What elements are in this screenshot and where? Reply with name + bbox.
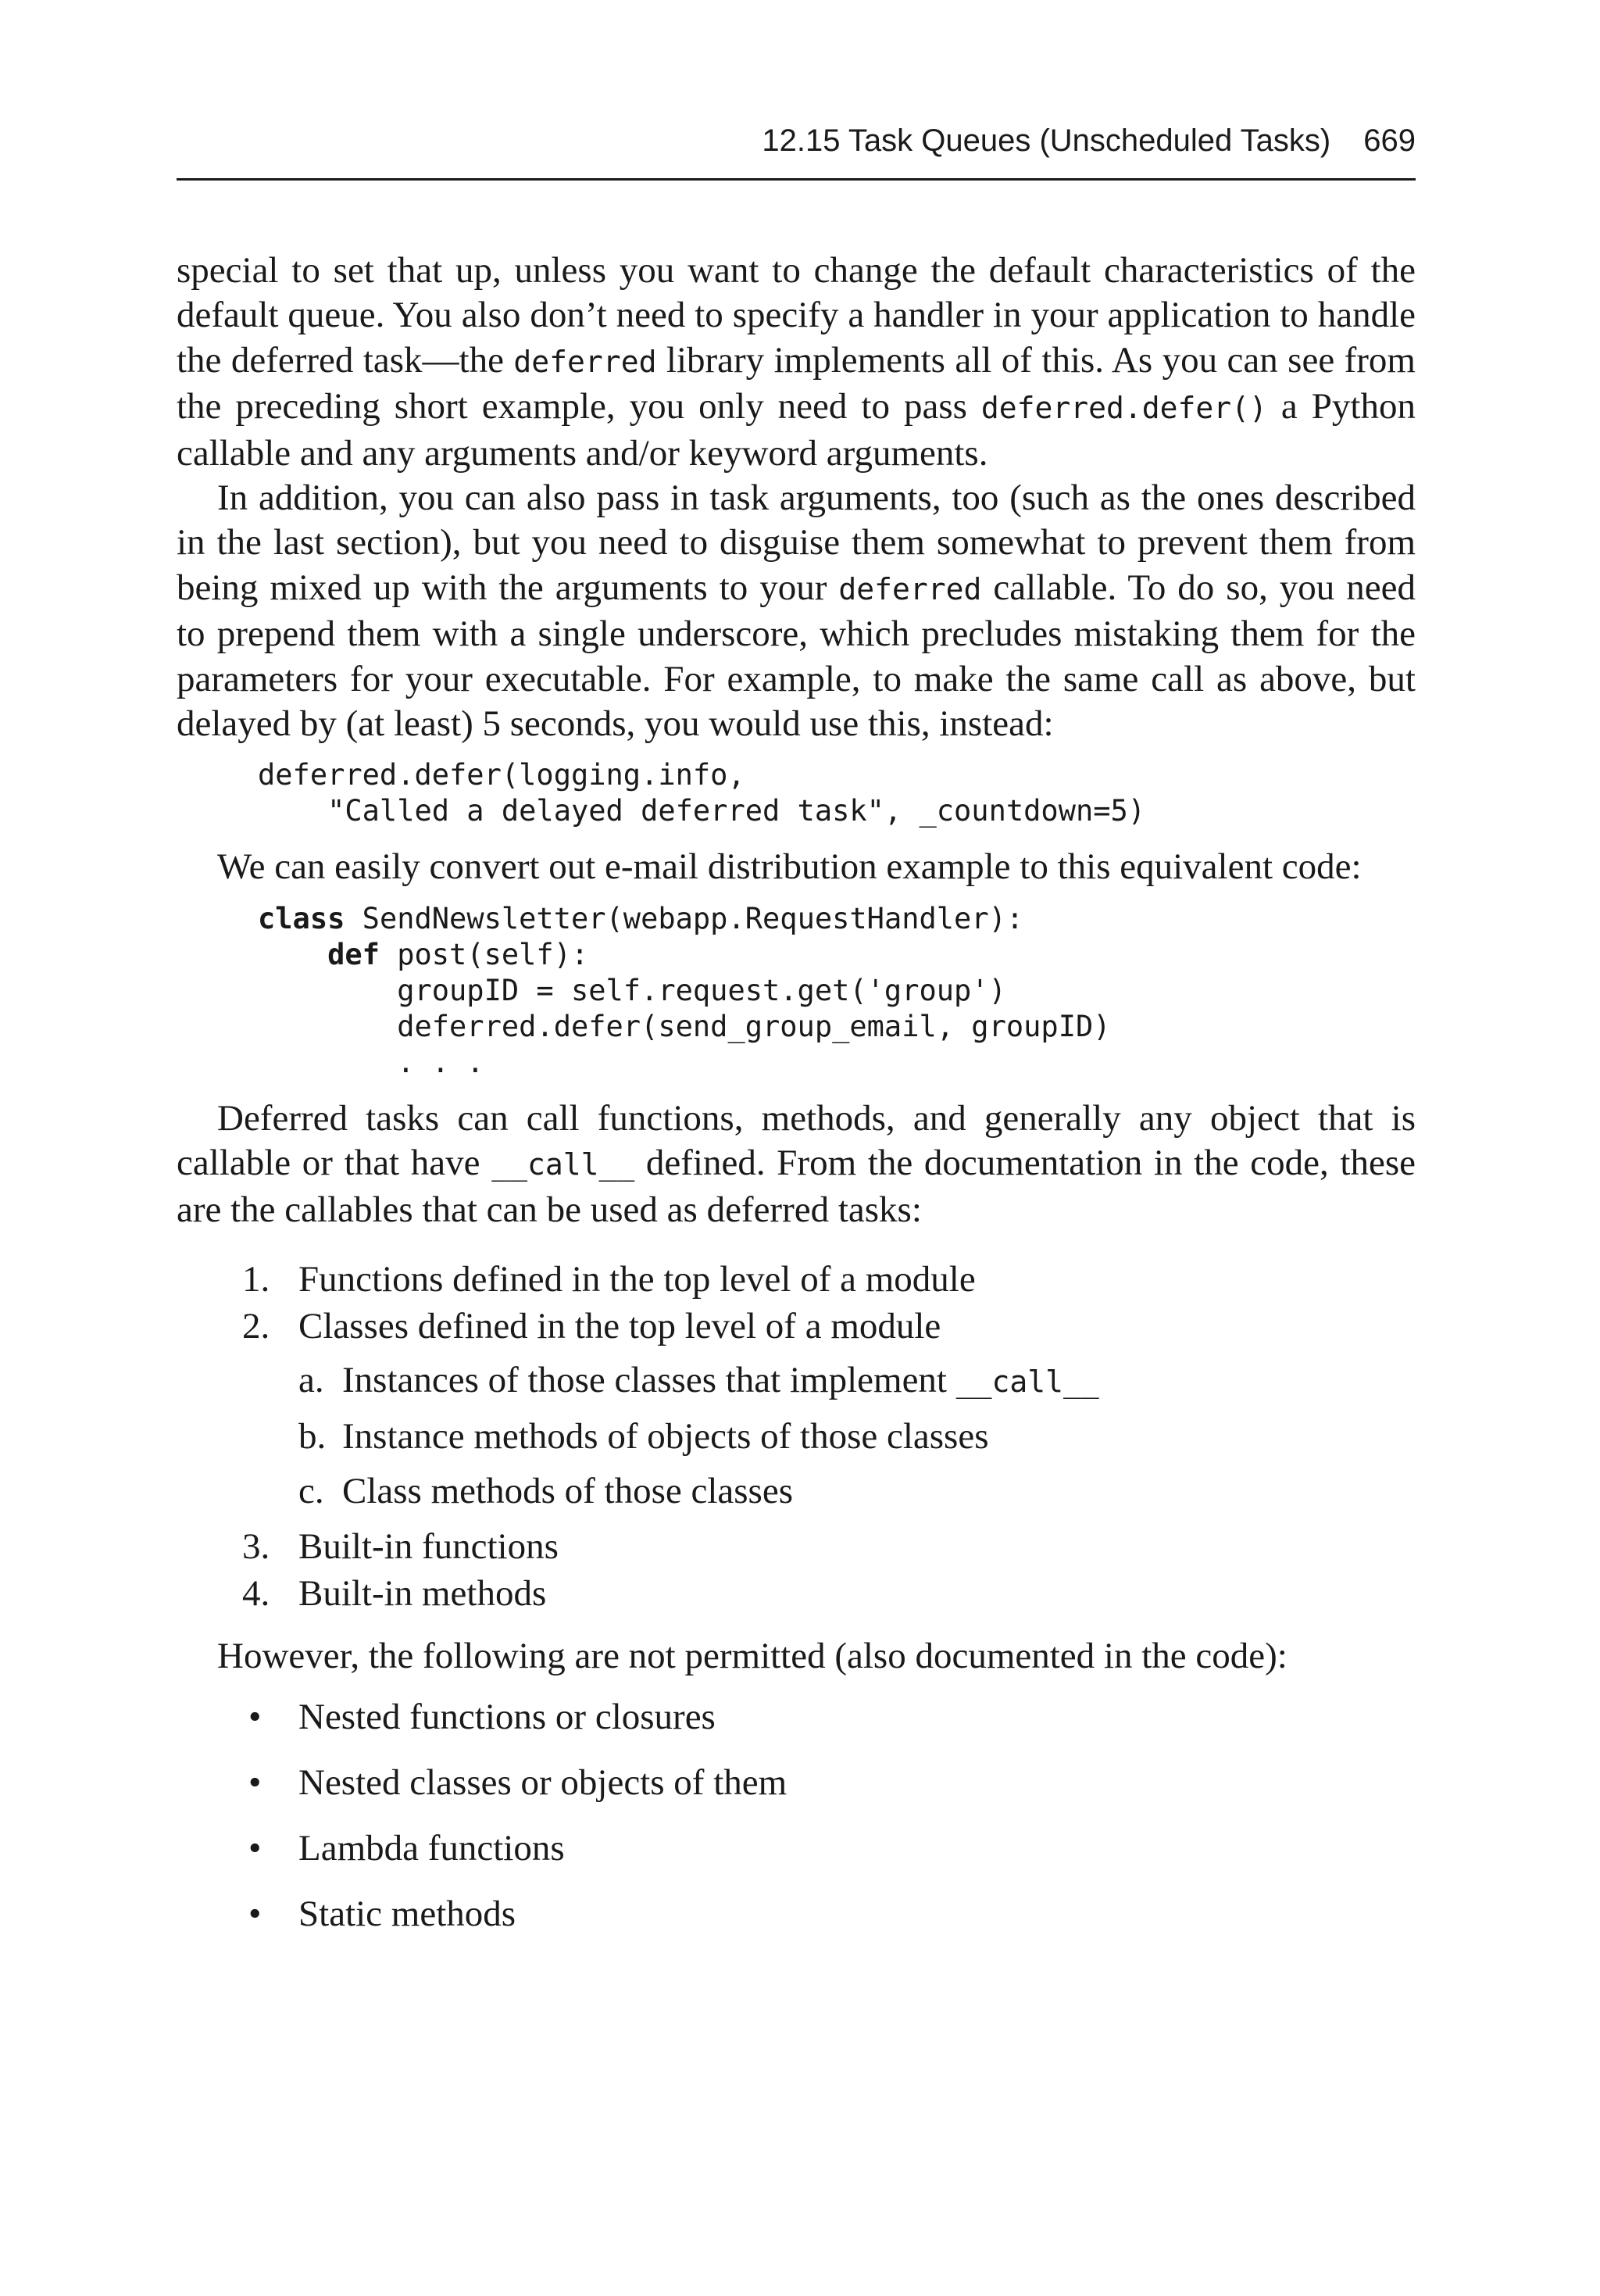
code-block-defer (258, 757, 1416, 829)
list-letter: c. (298, 1471, 324, 1512)
list-item: 4. Built-in methods (177, 1570, 1416, 1617)
paragraph-3: We can easily convert out e-mail distribution example to this equivalent code: (217, 846, 1362, 888)
list-number: 4. (242, 1573, 270, 1615)
code-keyword: class (258, 901, 345, 935)
paragraph-1: special to set that up, unless you want to change the default characteristics of the default queue. You also don’t need to specify a handler in your application to handle the deferred task—the deferred library implements all of this. As you can see from the preceding short example, you only need to pass deferred.defer() a Python callable and any arguments and/or keyword arguments. (177, 250, 1416, 474)
bullet-item: • Nested functions or closures (177, 1684, 1416, 1750)
inline-code: __call__ (491, 1147, 635, 1182)
paragraph-2: In addition, you can also pass in task arguments, too (such as the ones described in the last section), but you need to disguise them somewhat to prevent them from being mixed up with the arguments to your deferred callable. To do so, you need to prepend them with a single underscore, which precludes mistaking them for the parameters for your executable. For example, to make the same call as above, but delayed by (at least) 5 seconds, you would use this, instead: (177, 477, 1416, 745)
sublist-item: c. Class methods of those classes (298, 1464, 1416, 1518)
bullet-glyph: • (248, 1696, 262, 1737)
bullet-glyph: • (248, 1827, 262, 1869)
sublist-item: b. Instance methods of objects of those classes (298, 1409, 1416, 1464)
list-letter: b. (298, 1416, 327, 1457)
bullet-item: • Static methods (177, 1881, 1416, 1947)
list-number: 3. (242, 1526, 270, 1568)
section-title: 12.15 Task Queues (Unscheduled Tasks) (762, 123, 1331, 158)
list-item: 2. Classes defined in the top level of a module a. Instances of those classes that implement __call__ b. Instance methods of objects of those classes c. Class methods of those classes (177, 1303, 1416, 1518)
bullet-item: • Nested classes or objects of them (177, 1750, 1416, 1815)
sublist-item: a. Instances of those classes that implement __call__ (298, 1353, 1416, 1409)
paragraph-5: However, the following are not permitted (also documented in the code): (217, 1636, 1288, 1677)
list-number: 1. (242, 1259, 270, 1300)
inline-code: deferred (838, 571, 982, 606)
inline-code: __call__ (955, 1364, 1099, 1400)
code-line: "Called a delayed deferred task", _countdown=5) (258, 794, 1146, 828)
list-letter: a. (298, 1360, 324, 1401)
bullet-glyph: • (248, 1893, 262, 1934)
code-block-newsletter: class SendNewsletter(webapp.RequestHandler): def post(self): groupID = self.request.get('group') deferred.defer(send_group_email, groupID) . . . (258, 901, 1111, 1079)
bullet-item: • Lambda functions (177, 1815, 1416, 1881)
code-line: deferred.defer(send_group_email, groupID) (258, 1009, 1111, 1043)
page-number: 669 (1363, 123, 1416, 158)
inline-code: deferred (513, 344, 657, 379)
class-sublist (298, 1353, 1416, 1518)
main-text (177, 249, 1416, 1947)
inline-code: deferred.defer() (980, 391, 1267, 426)
callables-list (177, 1256, 1416, 1617)
list-number: 2. (242, 1306, 270, 1347)
header-rule (177, 178, 1416, 181)
bullet-glyph: • (248, 1761, 262, 1803)
code-line: deferred.defer(logging.info, (258, 758, 745, 792)
not-permitted-list (177, 1684, 1416, 1947)
list-item: 3. Built-in functions (177, 1523, 1416, 1570)
code-line: . . . (258, 1045, 484, 1079)
list-item: 1. Functions defined in the top level of a module (177, 1256, 1416, 1303)
code-keyword: def (327, 937, 380, 971)
running-header (762, 123, 1416, 159)
paragraph-4: Deferred tasks can call functions, methods, and generally any object that is callable or that have __call__ defined. From the documentation in the code, these are the callables that can be used as deferred tasks: (177, 1097, 1416, 1230)
code-line: groupID = self.request.get('group') (258, 973, 1006, 1007)
